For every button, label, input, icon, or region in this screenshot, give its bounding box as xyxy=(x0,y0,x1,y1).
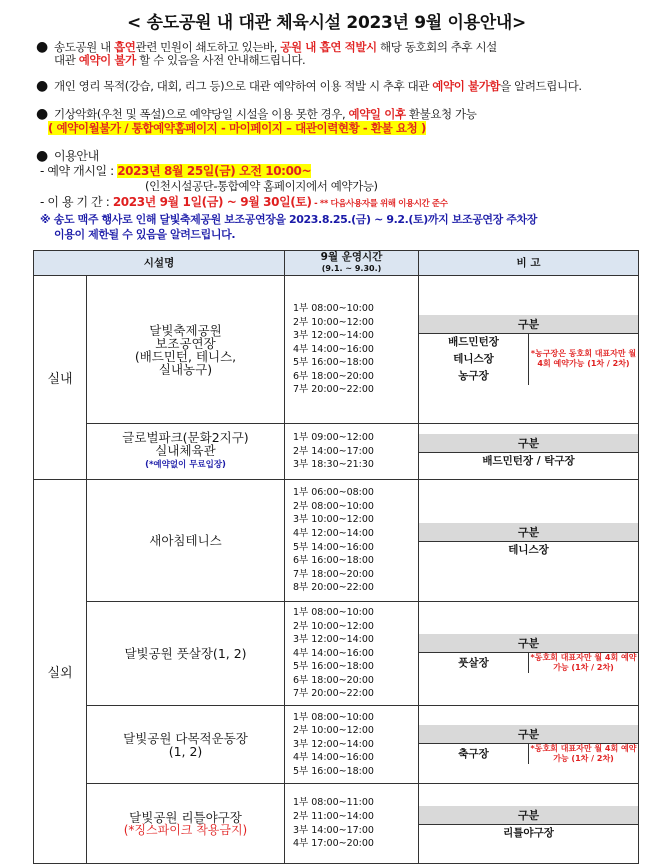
table-row xyxy=(34,706,639,784)
facility-type-line: 테니스장 xyxy=(508,543,549,556)
facility-name xyxy=(87,784,285,864)
header-time xyxy=(285,251,419,276)
gubun-label: 구분 xyxy=(419,315,638,334)
note-body xyxy=(419,824,638,842)
note-head xyxy=(419,315,638,334)
facility-name-line: 달빛공원 리틀야구장 xyxy=(129,809,242,825)
time-slot: 1부 08:00~10:00 xyxy=(293,711,374,723)
time-slot: 1부 08:00~11:00 xyxy=(293,797,374,809)
note-table xyxy=(419,806,638,842)
facility-type-line: 배드민턴장 / 탁구장 xyxy=(482,454,575,467)
open-value: 2023년 8월 25일(금) 오전 10:00~ xyxy=(117,164,312,178)
notice-text: 을 알려드립니다. xyxy=(500,79,582,93)
facility-type-line: 테니스장 xyxy=(453,352,494,365)
reservation-note: *동호회 대표자만 월 4회 예약가능 (1차 / 2차) xyxy=(529,744,639,765)
reservation-note: *동호회 대표자만 월 4회 예약가능 (1차 / 2차) xyxy=(529,653,639,674)
notice-1-cont xyxy=(54,54,305,67)
note-cell xyxy=(419,706,639,784)
facility-name-line: (배드민턴, 테니스, xyxy=(134,348,237,364)
gubun-label: 구분 xyxy=(419,634,638,653)
facility-type xyxy=(419,744,529,765)
time-slot: 4부 14:00~16:00 xyxy=(293,647,374,659)
time-slot: 5부 16:00~18:00 xyxy=(293,765,374,777)
facility-name xyxy=(87,424,285,480)
facility-name-line: (1, 2) xyxy=(168,743,203,759)
notice-emph: 예약이 불가함 xyxy=(432,79,501,93)
facility-type xyxy=(419,824,638,842)
facility-name-line: 달빛공원 다목적운동장 xyxy=(123,730,248,746)
note-table xyxy=(419,434,638,470)
facility-name xyxy=(87,480,285,602)
header-note: 비 고 xyxy=(419,251,639,276)
note-body xyxy=(419,744,638,765)
period-note: - ** 다음사용자를 위해 이용시간 준수 xyxy=(311,199,448,209)
note-cell xyxy=(419,602,639,706)
open-sub: (인천시설공단-통합예약 홈페이지에서 예약가능) xyxy=(145,179,378,193)
gubun-label: 구분 xyxy=(419,806,638,825)
time-slot: 1부 08:00~10:00 xyxy=(293,606,374,618)
facility-type-line: 배드민턴장 xyxy=(448,335,499,348)
time-slots xyxy=(285,276,419,424)
time-slot: 7부 20:00~22:00 xyxy=(293,384,374,396)
time-slot: 3부 12:00~14:00 xyxy=(293,330,374,342)
note-body xyxy=(419,541,638,559)
notice-emph: 흡연 xyxy=(114,40,136,54)
period-label: - 이 용 기 간 : xyxy=(40,195,113,209)
bullet-icon: ● xyxy=(36,78,49,94)
facility-type xyxy=(419,653,529,674)
header-time-sub: (9.1. ~ 9.30.) xyxy=(321,264,382,273)
facility-name-line: 실내농구) xyxy=(158,361,213,377)
note-body xyxy=(419,653,638,674)
gubun-label: 구분 xyxy=(419,434,638,453)
time-slot: 1부 06:00~08:00 xyxy=(293,487,374,499)
facility-type-line: 농구장 xyxy=(458,369,489,382)
time-slots xyxy=(285,602,419,706)
facility-name-line: 달빛공원 풋살장(1, 2) xyxy=(124,646,247,661)
time-slot: 2부 10:00~12:00 xyxy=(293,316,374,328)
time-slots xyxy=(285,706,419,784)
category-outdoor: 실외 xyxy=(34,480,87,864)
usage-period xyxy=(40,196,448,211)
facility-name-line: 실내체육관 xyxy=(155,443,216,458)
notice-2 xyxy=(54,80,582,93)
time-slot: 5부 16:00~18:00 xyxy=(293,357,374,369)
header-time-label: 9월 운영시간 xyxy=(320,251,383,263)
facility-sub: (*예약없이 무료입장) xyxy=(145,460,226,470)
time-slot: 5부 14:00~16:00 xyxy=(293,541,374,553)
facility-table xyxy=(33,250,639,864)
table-row xyxy=(34,276,639,424)
open-label: - 예약 개시일 : xyxy=(40,164,118,178)
note-head xyxy=(419,523,638,542)
facility-name-line: 새아침테니스 xyxy=(149,533,222,548)
bullet-icon: ● xyxy=(36,39,49,55)
note-body xyxy=(419,452,638,470)
notice-text: 관련 민원이 쇄도하고 있는바, xyxy=(135,40,281,54)
note-cell xyxy=(419,424,639,480)
note-head xyxy=(419,725,638,744)
time-slot: 5부 16:00~18:00 xyxy=(293,661,374,673)
time-slot: 3부 12:00~14:00 xyxy=(293,738,374,750)
table-row xyxy=(34,424,639,480)
time-slot: 4부 12:00~14:00 xyxy=(293,527,374,539)
time-slot: 6부 16:00~18:00 xyxy=(293,555,374,567)
facility-type xyxy=(419,541,638,559)
time-slot: 2부 10:00~12:00 xyxy=(293,620,374,632)
note-body xyxy=(419,333,638,385)
note-table xyxy=(419,523,638,559)
period-value: 2023년 9월 1일(금) ~ 9월 30일(토) xyxy=(112,195,312,209)
time-slots xyxy=(285,784,419,864)
time-slot: 8부 20:00~22:00 xyxy=(293,582,374,594)
notice-emph: 공원 내 흡연 적발시 xyxy=(280,40,377,54)
note-table xyxy=(419,634,638,673)
time-slot: 3부 10:00~12:00 xyxy=(293,514,374,526)
table-row xyxy=(34,784,639,864)
time-slot: 2부 08:00~10:00 xyxy=(293,500,374,512)
notice-emph: 예약일 이후 xyxy=(348,107,406,121)
facility-name xyxy=(87,602,285,706)
time-slot: 4부 17:00~20:00 xyxy=(293,838,374,850)
notice-text: 할 수 있음을 사전 안내해드립니다. xyxy=(135,53,306,67)
gubun-label: 구분 xyxy=(419,725,638,744)
open-date xyxy=(40,165,311,178)
facility-warning: (*징스파이크 착용금지) xyxy=(123,822,248,837)
time-slot: 1부 09:00~12:00 xyxy=(293,432,374,444)
time-slot: 7부 20:00~22:00 xyxy=(293,688,374,700)
facility-name xyxy=(87,706,285,784)
usage-heading: 이용안내 xyxy=(54,149,99,163)
facility-name-line: 보조공연장 xyxy=(155,335,216,351)
time-slot: 2부 10:00~12:00 xyxy=(293,725,374,737)
bullet-icon: ● xyxy=(36,148,49,164)
header-facility: 시설명 xyxy=(34,251,285,276)
time-slot: 2부 11:00~14:00 xyxy=(293,810,374,822)
time-slot: 3부 14:00~17:00 xyxy=(293,824,374,836)
facility-type-line: 축구장 xyxy=(458,747,489,760)
note-cell xyxy=(419,480,639,602)
gubun-label: 구분 xyxy=(419,523,638,542)
note-head xyxy=(419,634,638,653)
category-indoor: 실내 xyxy=(34,276,87,480)
notice-text: 개인 영리 목적(강습, 대회, 리그 등)으로 대관 예약하여 이용 적발 시 추후 대관 xyxy=(54,79,433,93)
notice-text: 송도공원 내 xyxy=(54,40,115,54)
note-table xyxy=(419,725,638,764)
time-slots xyxy=(285,424,419,480)
note-head xyxy=(419,806,638,825)
notice-emph: 예약이 불가 xyxy=(78,53,136,67)
note-cell xyxy=(419,276,639,424)
time-slot: 3부 12:00~14:00 xyxy=(293,634,374,646)
table-row xyxy=(34,602,639,706)
facility-type-line: 풋살장 xyxy=(458,656,489,669)
time-slot: 6부 18:00~20:00 xyxy=(293,370,374,382)
refund-steps: ( 예약이월불가 / 통합예약홈페이지 - 마이페이지 – 대관이력현황 - 환불 요청 ) xyxy=(48,121,426,135)
notice-3 xyxy=(54,108,476,121)
time-slot: 1부 08:00~10:00 xyxy=(293,302,374,314)
time-slot: 4부 14:00~16:00 xyxy=(293,752,374,764)
facility-type-line: 리틀야구장 xyxy=(503,826,554,839)
note-table xyxy=(419,315,638,385)
time-slot: 2부 14:00~17:00 xyxy=(293,445,374,457)
time-slot: 3부 18:30~21:30 xyxy=(293,459,374,471)
facility-name xyxy=(87,276,285,424)
facility-type xyxy=(419,333,529,385)
notice-text: 환불요청 가능 xyxy=(405,107,477,121)
notice-text: 대관 xyxy=(54,53,79,67)
notice-text: 해당 동호회의 추후 시설 xyxy=(376,40,497,54)
time-slot: 7부 18:00~20:00 xyxy=(293,568,374,580)
bullet-icon: ● xyxy=(36,106,49,122)
time-slot: 4부 14:00~16:00 xyxy=(293,343,374,355)
notice-3-cont xyxy=(48,122,426,135)
note-cell xyxy=(419,784,639,864)
event-warning: ※ 송도 맥주 행사로 인해 달빛축제공원 보조공연장을 2023.8.25.(금) ~ 9.2.(토)까지 보조공연장 주차장 xyxy=(40,213,537,226)
page-title: < 송도공원 내 대관 체육시설 2023년 9월 이용안내> xyxy=(127,13,526,33)
table-row xyxy=(34,480,639,602)
notice-text: 기상악화(우천 및 폭설)으로 예약당일 시설을 이용 못한 경우, xyxy=(54,107,349,121)
note-head xyxy=(419,434,638,453)
facility-type xyxy=(419,452,638,470)
event-warning-cont: 이용이 제한될 수 있음을 알려드립니다. xyxy=(54,228,236,241)
facility-name-line: 글로벌파크(문화2지구) xyxy=(122,430,249,445)
reservation-note: *농구장은 동호회 대표자만 월 4회 예약가능 (1차 / 2차) xyxy=(529,333,639,385)
facility-name-line: 달빛축제공원 xyxy=(149,322,222,338)
time-slot: 6부 18:00~20:00 xyxy=(293,674,374,686)
time-slots xyxy=(285,480,419,602)
